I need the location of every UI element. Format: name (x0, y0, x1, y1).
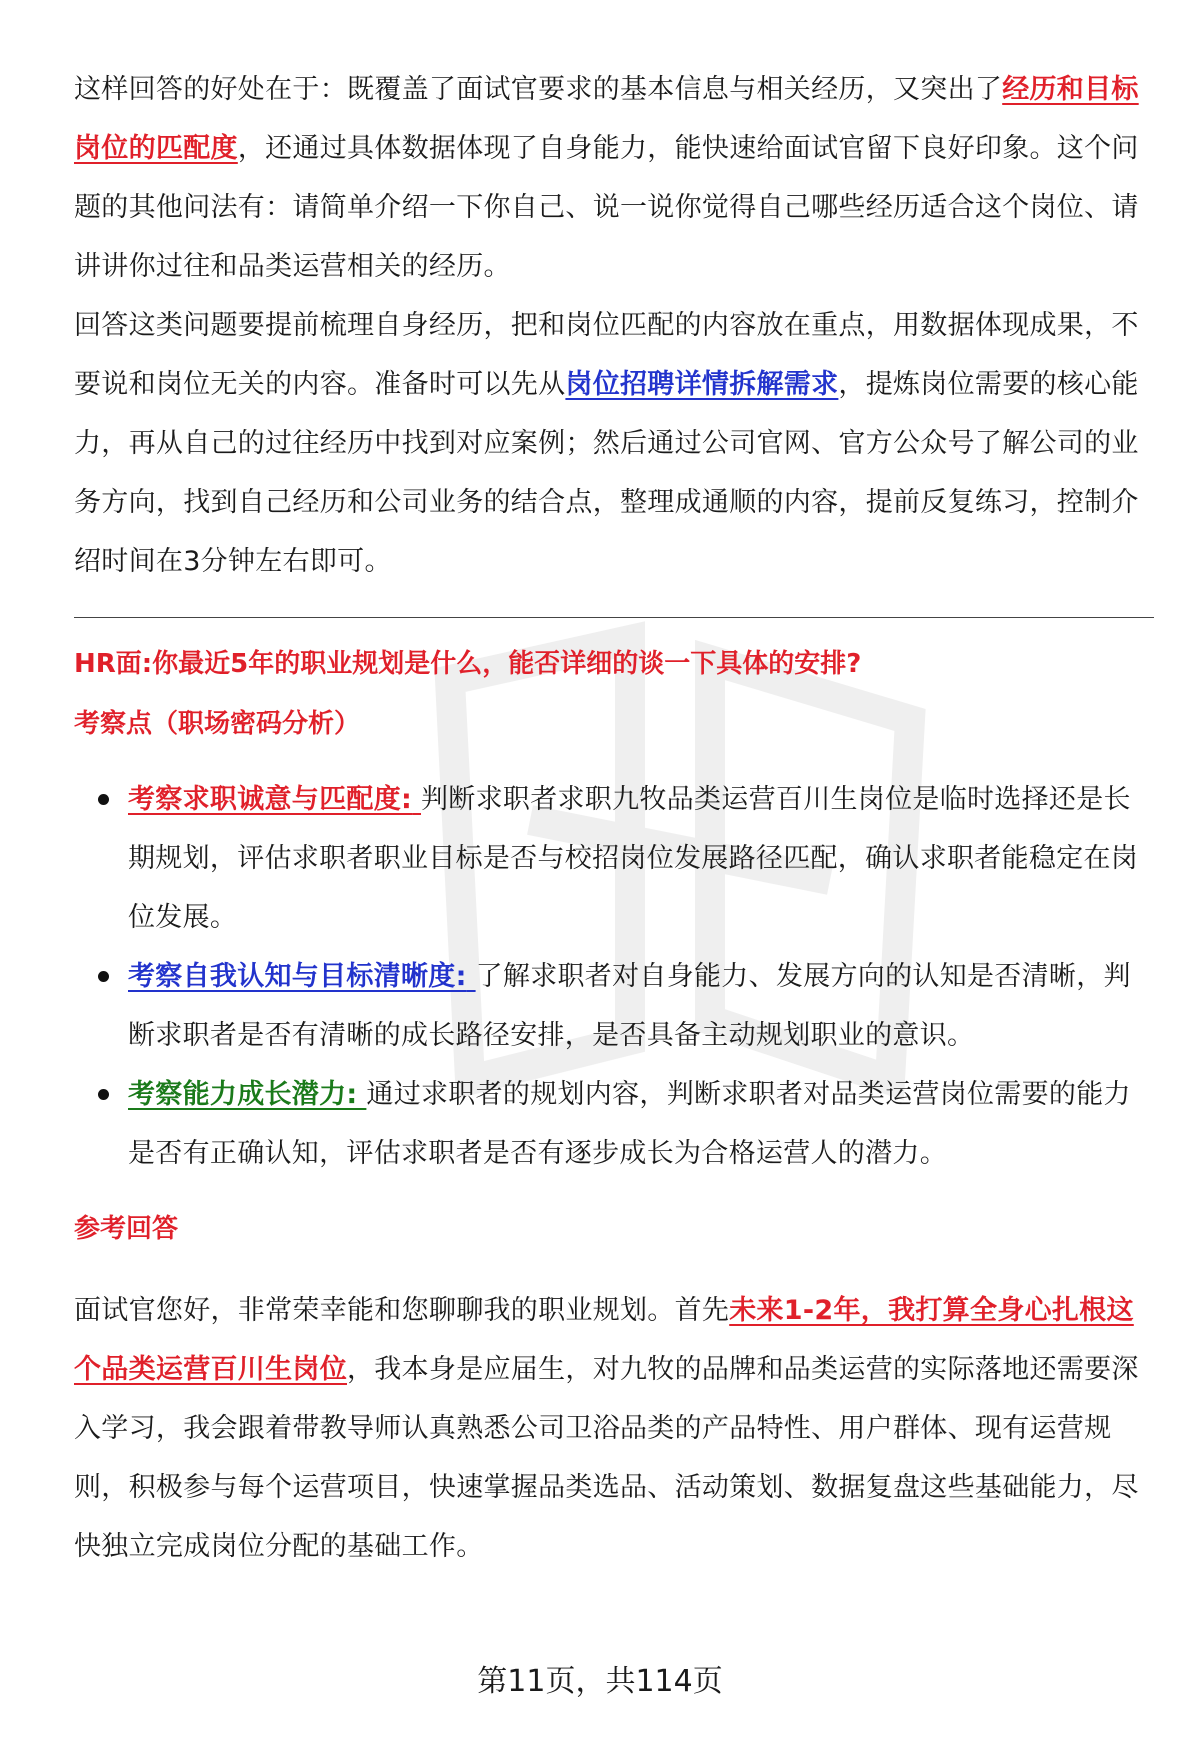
reference-answer: 面试官您好，非常荣幸能和您聊聊我的职业规划。首先未来1-2年，我打算全身心扎根这个品类运营百川生岗位，我本身是应届生，对九牧的品牌和品类运营的实际落地还需要深入学习，我会跟着带教导师认真熟悉公司卫浴品类的产品特性、用户群体、现有运营规则，积极参与每个运营项目，快速掌握品类选品、活动策划、数据复盘这些基础能力，尽快独立完成岗位分配的基础工作。 (74, 1295, 1139, 1562)
point-text: 了解求职者对自身能力、发展方向的认知是否清晰，判断求职者是否有清晰的成长路径安排，是否具备主动规划职业的意识。 (128, 961, 1131, 1051)
section-divider (74, 617, 1154, 618)
intro-paragraph-1: 这样回答的好处在于：既覆盖了面试官要求的基本信息与相关经历，又突出了经历和目标岗位的匹配度，还通过具体数据体现了自身能力，能快速给面试官留下良好印象。这个问题的其他问法有：请简单介绍一下你自己、说一说你觉得自己哪些经历适合这个岗位、请讲讲你过往和品类运营相关的经历。 (74, 74, 1139, 282)
analysis-title: 考察点（职场密码分析） (74, 709, 361, 739)
page-content (74, 60, 1154, 1576)
point-label: 考察自我认知与目标清晰度: (128, 961, 467, 992)
intro-paragraph-2: 回答这类问题要提前梳理自身经历，把和岗位匹配的内容放在重点，用数据体现成果，不要说和岗位无关的内容。准备时可以先从岗位招聘详情拆解需求，提炼岗位需要的核心能力，再从自己的过往经历中找到对应案例；然后通过公司官网、官方公众号了解公司的业务方向，找到自己经历和公司业务的结合点，整理成通顺的内容，提前反复练习，控制介绍时间在3分钟左右即可。 (74, 310, 1139, 577)
bullet-icon (98, 1089, 109, 1100)
page-number: 第11页，共114页 (477, 1664, 723, 1699)
analysis-point (74, 770, 1154, 947)
analysis-point (74, 1065, 1154, 1183)
point-text: 判断求职者求职九牧品类运营百川生岗位是临时选择还是长期规划，评估求职者职业目标是否与校招岗位发展路径匹配，确认求职者能稳定在岗位发展。 (128, 784, 1139, 933)
highlight-plan: 未来1-2年，我打算全身心扎根这个品类运营百川生岗位 (74, 1295, 1134, 1385)
point-underline-gap (412, 784, 421, 815)
point-label: 考察求职诚意与匹配度: (128, 784, 413, 815)
bullet-icon (98, 971, 109, 982)
bullet-icon (98, 794, 109, 805)
question-title: HR面:你最近5年的职业规划是什么，能否详细的谈一下具体的安排? (74, 649, 862, 679)
point-label: 考察能力成长潜力: (128, 1079, 358, 1110)
highlight-job-requirements: 岗位招聘详情拆解需求 (565, 369, 839, 400)
analysis-points (74, 770, 1154, 1183)
point-underline-gap (467, 961, 476, 992)
analysis-point (74, 947, 1154, 1065)
point-text: 通过求职者的规划内容，判断求职者对品类运营岗位需要的能力是否有正确认知，评估求职者是否有逐步成长为合格运营人的潜力。 (128, 1079, 1131, 1169)
highlight-match: 经历和目标岗位的匹配度 (74, 74, 1139, 164)
reference-answer-title: 参考回答 (74, 1214, 179, 1244)
